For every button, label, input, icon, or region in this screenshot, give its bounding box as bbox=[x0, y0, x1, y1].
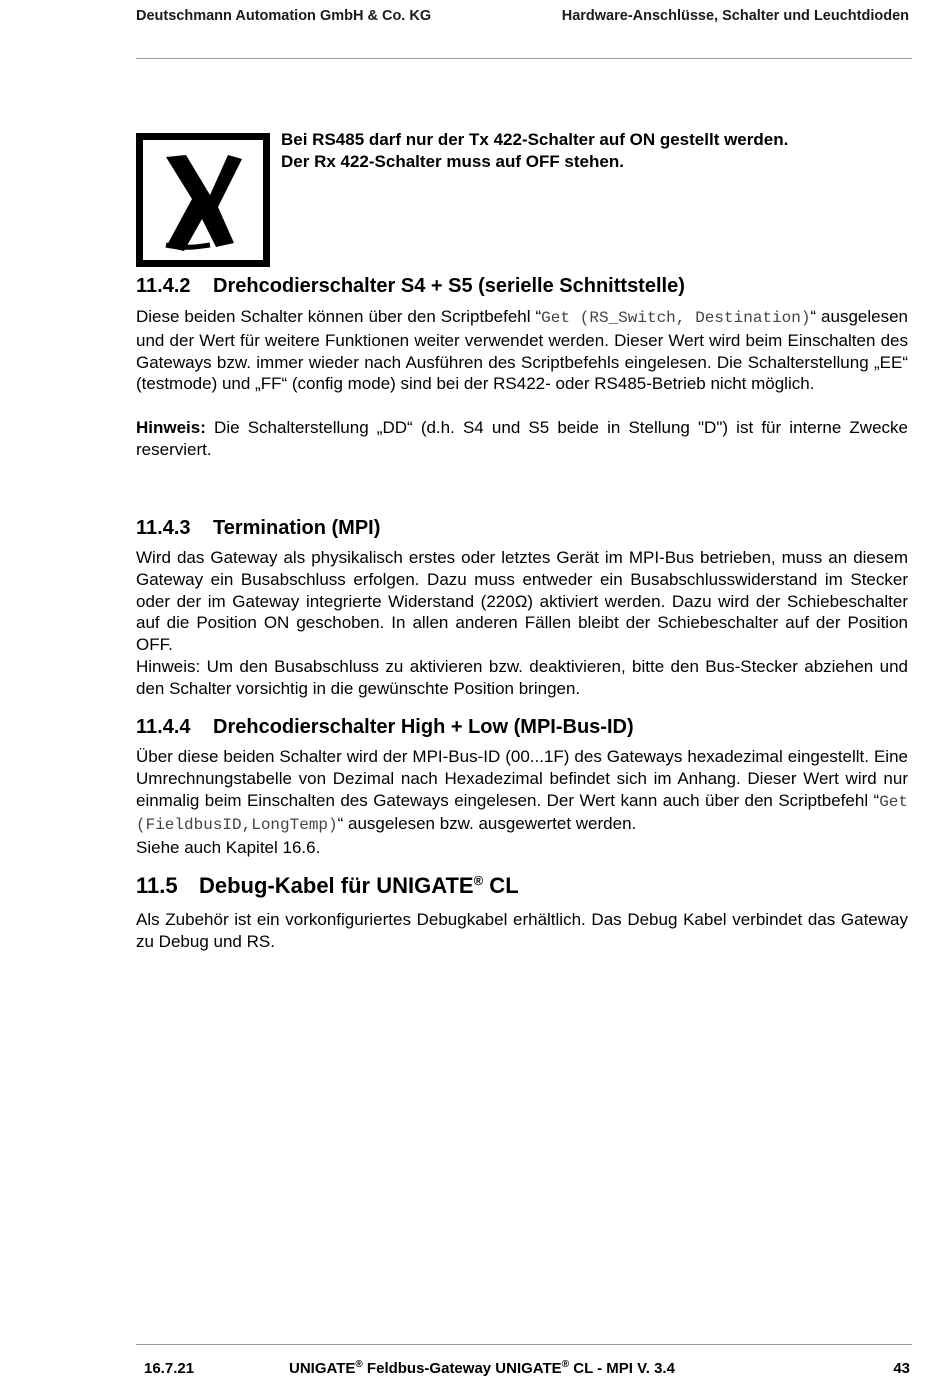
registered-mark: ® bbox=[355, 1359, 363, 1370]
section-11-4-2 bbox=[136, 274, 908, 461]
section-title: Drehcodierschalter S4 + S5 (serielle Schnittstelle) bbox=[213, 275, 685, 297]
text: UNIGATE bbox=[289, 1360, 356, 1377]
footer-date: 16.7.21 bbox=[144, 1360, 195, 1377]
footer-title bbox=[289, 1360, 675, 1377]
code-snippet: Get (RS_Switch, Destination) bbox=[541, 309, 811, 327]
note-label: Hinweis: bbox=[136, 418, 206, 438]
footer-page-number: 43 bbox=[893, 1360, 910, 1377]
header-chapter: Hardware-Anschlüsse, Schalter und Leuchtdioden bbox=[561, 8, 909, 24]
note-paragraph bbox=[136, 417, 908, 461]
section-title: Termination (MPI) bbox=[213, 517, 381, 539]
text: Feldbus-Gateway UNIGATE bbox=[362, 1360, 562, 1377]
paragraph: Als Zubehör ist ein vorkonfiguriertes Debugkabel erhältlich. Das Debug Kabel verbindet das Gateway zu Debug und RS. bbox=[136, 910, 908, 951]
section-heading bbox=[136, 274, 908, 298]
note-text: Die Schalterstellung „DD“ (d.h. S4 und S5 beide in Stellung "D") ist für interne Zwecke reserviert. bbox=[136, 418, 908, 459]
section-11-5 bbox=[136, 873, 908, 953]
paragraph bbox=[136, 306, 908, 395]
text: “ ausgelesen bzw. ausgewertet werden. bbox=[337, 814, 637, 834]
header-company: Deutschmann Automation GmbH & Co. KG bbox=[136, 8, 432, 24]
warning-text bbox=[281, 129, 901, 173]
text: CL - MPI V. 3.4 bbox=[569, 1360, 675, 1377]
section-number: 11.4.2 bbox=[136, 275, 191, 297]
section-number: 11.4.3 bbox=[136, 517, 191, 539]
section-number: 11.5 bbox=[136, 873, 178, 898]
text: Diese beiden Schalter können über den Scriptbefehl “ bbox=[136, 307, 542, 326]
section-title: Debug-Kabel für UNIGATE bbox=[199, 873, 474, 898]
paragraph: Siehe auch Kapitel 16.6. bbox=[136, 838, 321, 858]
section-title-tail: CL bbox=[483, 873, 519, 898]
header-rule bbox=[136, 58, 912, 59]
section-title: Drehcodierschalter High + Low (MPI-Bus-ID) bbox=[213, 716, 634, 738]
section-heading bbox=[136, 516, 908, 540]
paragraph bbox=[136, 746, 908, 837]
warning-line-1: Bei RS485 darf nur der Tx 422-Schalter auf ON gestellt werden. bbox=[281, 130, 789, 149]
registered-mark: ® bbox=[473, 873, 484, 888]
footer-rule bbox=[136, 1344, 912, 1345]
section-11-4-4 bbox=[136, 715, 908, 859]
section-heading bbox=[136, 873, 908, 899]
section-heading bbox=[136, 715, 908, 739]
x-warning-icon bbox=[136, 133, 270, 267]
warning-line-2: Der Rx 422-Schalter muss auf OFF stehen. bbox=[281, 152, 624, 171]
section-number: 11.4.4 bbox=[136, 716, 191, 738]
paragraph: Hinweis: Um den Busabschluss zu aktivieren bzw. deaktivieren, bitte den Bus-Stecker abziehen und den Schalter vorsichtig in die gewünschte Position bringen. bbox=[136, 656, 908, 698]
section-11-4-3 bbox=[136, 516, 908, 700]
registered-mark: ® bbox=[561, 1359, 570, 1370]
code-snippet: Get (FieldbusID,LongTemp) bbox=[136, 792, 908, 835]
paragraph: Wird das Gateway als physikalisch erstes oder letztes Gerät im MPI-Bus betrieben, muss an diesem Gateway ein Busabschluss erfolgen. Dazu muss entweder ein Busabschlusswiderstand im Stecker oder der im Gateway integrierte Widerstand (220Ω) aktiviert werden. Dazu wird der Schiebeschalter auf die Position ON geschoben. In allen anderen Fällen bleibt der Schiebeschalter auf der Position OFF. bbox=[136, 548, 908, 655]
text: Über diese beiden Schalter wird der MPI-Bus-ID (00...1F) des Gateways hexadezimal eingestellt. Eine Umrechnungstabelle von Dezimal nach Hexadezimal befindet sich im Anhang. Dieser Wert wird nur einmalig beim Einschalten des Gateways eingelesen. Der Wert kann auch über den Scriptbefehl “ bbox=[136, 747, 908, 810]
text: “ ausgelesen und der Wert für weitere Funktionen weiter verwendet werden. Dieser Wert wird beim Einschalten des Gateways bzw. immer wieder nach Ausführen des Scriptbefehls eingelesen. Die Schalterstellung „EE“ (testmode) und „FF“ (config mode) sind bei der RS422- oder RS485-Betrieb nicht möglich. bbox=[136, 307, 908, 394]
